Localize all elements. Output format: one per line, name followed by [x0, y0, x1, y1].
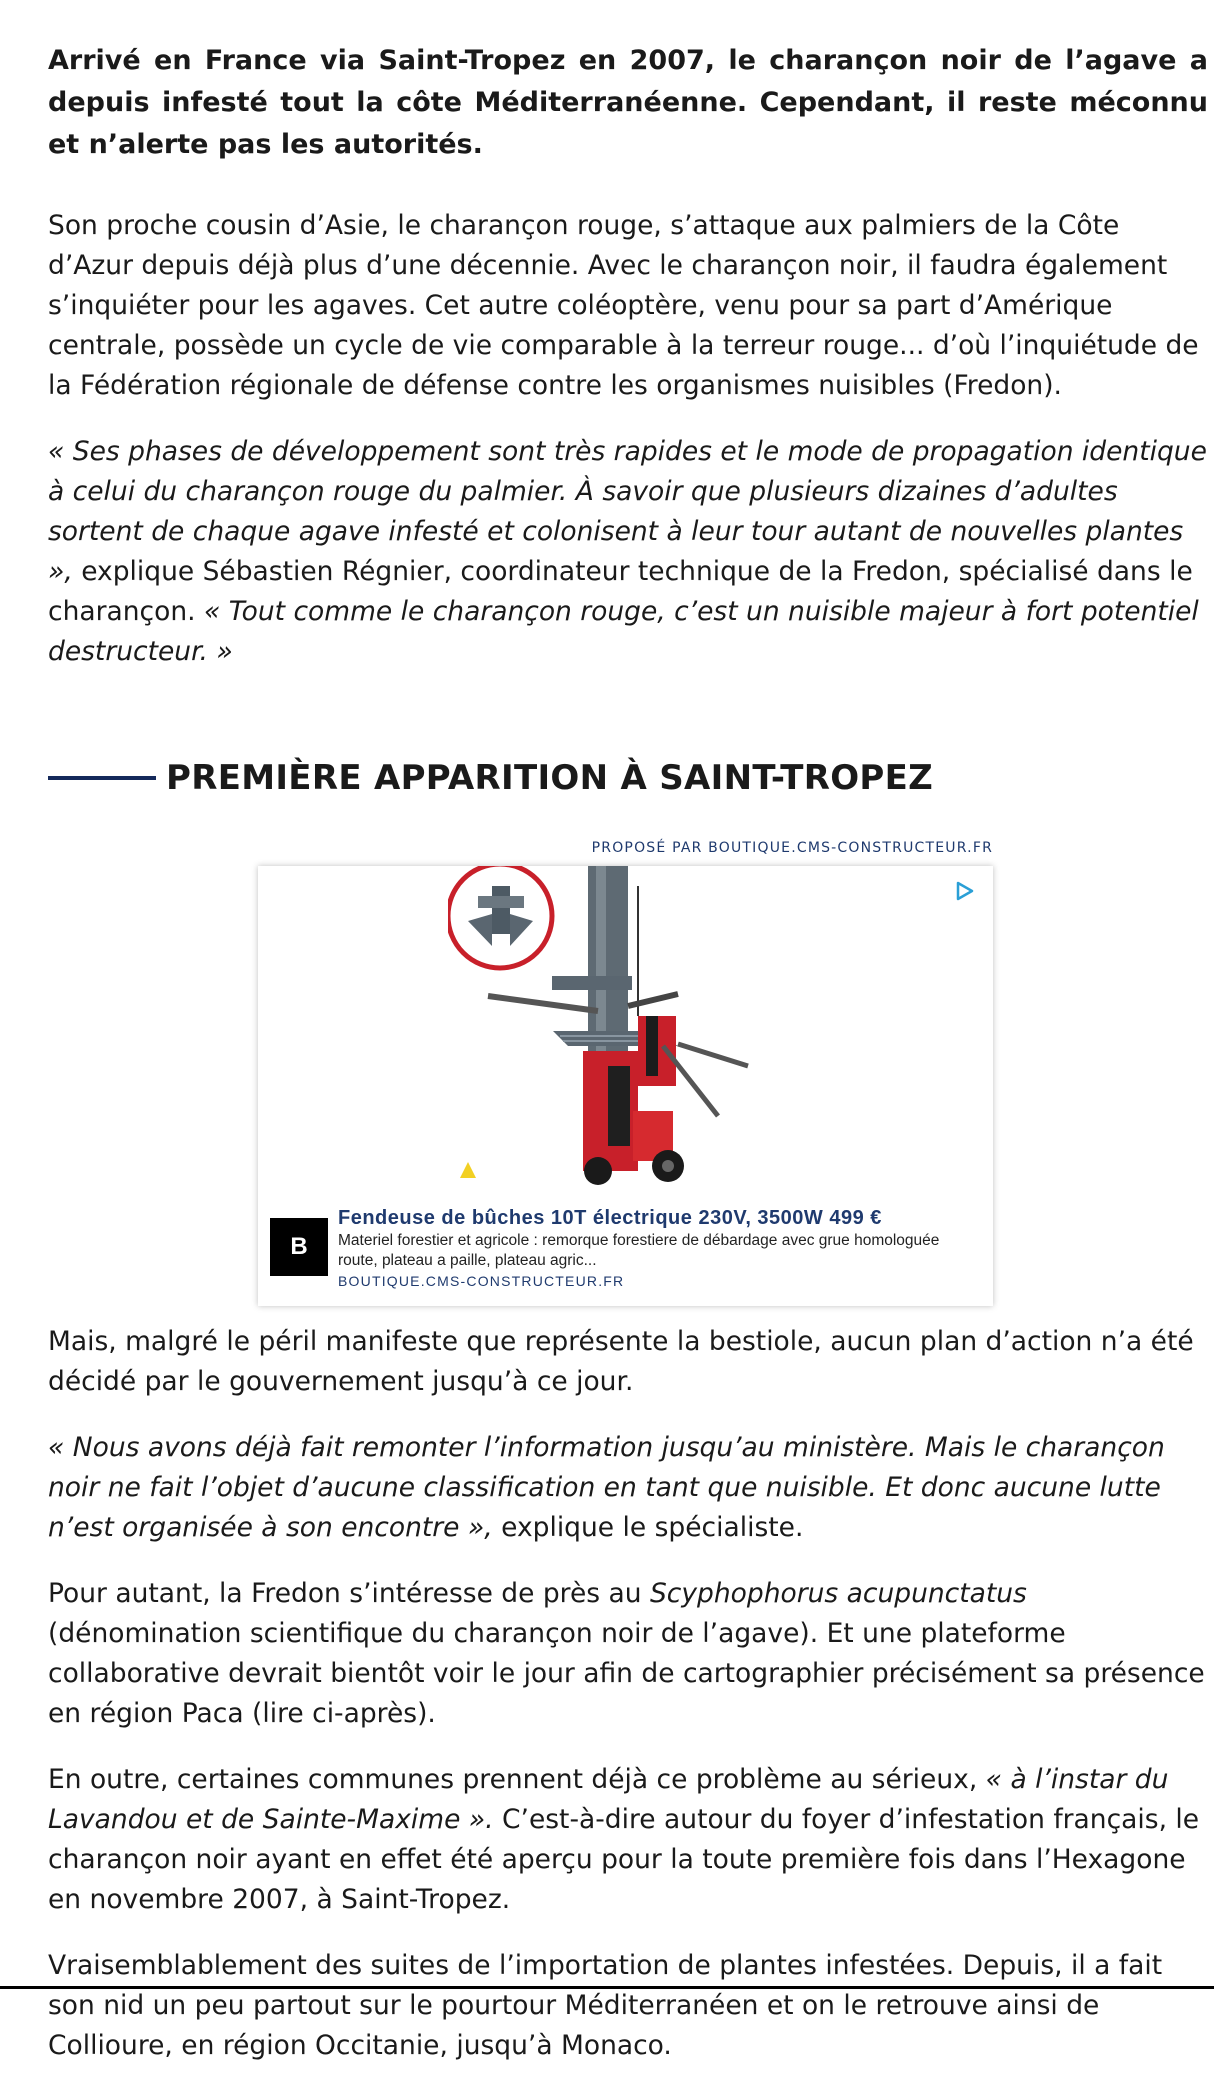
paragraph-2 — [48, 432, 1208, 672]
bottom-divider — [0, 1986, 1214, 1989]
ad-product-image[interactable] — [448, 866, 788, 1196]
ad-domain[interactable]: BOUTIQUE.CMS-CONSTRUCTEUR.FR — [338, 1273, 625, 1289]
advertiser-logo[interactable]: B — [270, 1218, 328, 1276]
section-rule — [48, 776, 156, 780]
quote-specialist: « Nous avons déjà fait remonter l’information jusqu’au ministère. Mais le charançon noir ne fait l’objet d’aucune classification en tant que nuisible. Et donc aucune lutte n’est organisée à son encontre », — [48, 1432, 1165, 1543]
paragraph-5-before: Pour autant, la Fredon s’intéresse de près au — [48, 1578, 650, 1609]
ad-headline[interactable]: Fendeuse de bûches 10T électrique 230V, 3500W 499 € — [338, 1207, 882, 1229]
ad-description[interactable]: Materiel forestier et agricole : remorque forestiere de débardage avec grue homologuée route, plateau a paille, plateau agric... — [338, 1232, 940, 1269]
ad-choices-icon[interactable] — [953, 880, 975, 902]
paragraph-6-before: En outre, certaines communes prennent déjà ce problème au sérieux, — [48, 1764, 986, 1795]
article-lead: Arrivé en France via Saint-Tropez en 2007, le charançon noir de l’agave a depuis infesté tout la côte Méditerranéenne. Cependant, il reste méconnu et n’alerte pas les autorités. — [48, 45, 1208, 160]
paragraph-4-text: explique le spécialiste. — [492, 1512, 804, 1543]
log-splitter-illustration — [448, 866, 788, 1196]
paragraph-5-after: (dénomination scientifique du charançon noir de l’agave). Et une plateforme collaborative devrait bientôt voir le jour afin de cartographier précisément sa présence en région Paca (lire ci-après). — [48, 1618, 1205, 1729]
ad-card[interactable] — [258, 866, 993, 1306]
article-body — [48, 40, 1208, 2092]
paragraph-1: Son proche cousin d’Asie, le charançon rouge, s’attaque aux palmiers de la Côte d’Azur depuis déjà plus d’une décennie. Avec le charançon noir, il faudra également s’inquiéter pour les agaves. Cet autre coléoptère, venu pour sa part d’Amérique centrale, possède un cycle de vie comparable à la terreur rouge... d’où l’inquiétude de la Fédération régionale de défense contre les organismes nuisibles (Fredon). — [48, 210, 1199, 401]
paragraph-6 — [48, 1760, 1208, 1920]
section-heading — [48, 754, 1208, 802]
paragraph-5 — [48, 1574, 1208, 1734]
quote-communes: « à l’instar du Lavandou et de Sainte-Maxime ». — [48, 1764, 1169, 1835]
paragraph-2-text: explique Sébastien Régnier, coordinateur technique de la Fredon, spécialisé dans le charançon. — [48, 556, 1193, 627]
section-title: PREMIÈRE APPARITION À SAINT-TROPEZ — [166, 758, 934, 798]
ad-sponsor-label[interactable]: PROPOSÉ PAR BOUTIQUE.CMS-CONSTRUCTEUR.FR — [591, 840, 993, 856]
paragraph-4 — [48, 1428, 1208, 1548]
species-name: Scyphophorus acupunctatus — [649, 1578, 1027, 1609]
quote-regnier-2: « Tout comme le charançon rouge, c’est un nuisible majeur à fort potentiel destructeur. » — [48, 596, 1199, 667]
paragraph-7: Vraisemblablement des suites de l’importation de plantes infestées. Depuis, il a fait son nid un peu partout sur le pourtour Méditerranéen et on le retrouve ainsi de Collioure, en région Occitanie, jusqu’à Monaco. — [48, 1950, 1163, 2061]
quote-regnier-1: « Ses phases de développement sont très rapides et le mode de propagation identique à celui du charançon rouge du palmier. À savoir que plusieurs dizaines d’adultes sortent de chaque agave infesté et colonisent à leur tour autant de nouvelles plantes », — [48, 436, 1207, 587]
sponsored-ad[interactable] — [258, 840, 993, 1306]
paragraph-6-after: C’est-à-dire autour du foyer d’infestation français, le charançon noir ayant en effet été aperçu pour la toute première fois dans l’Hexagone en novembre 2007, à Saint-Tropez. — [48, 1804, 1200, 1915]
paragraph-3: Mais, malgré le péril manifeste que représente la bestiole, aucun plan d’action n’a été décidé par le gouvernement jusqu’à ce jour. — [48, 1326, 1194, 1397]
ad-text[interactable] — [338, 1206, 978, 1289]
